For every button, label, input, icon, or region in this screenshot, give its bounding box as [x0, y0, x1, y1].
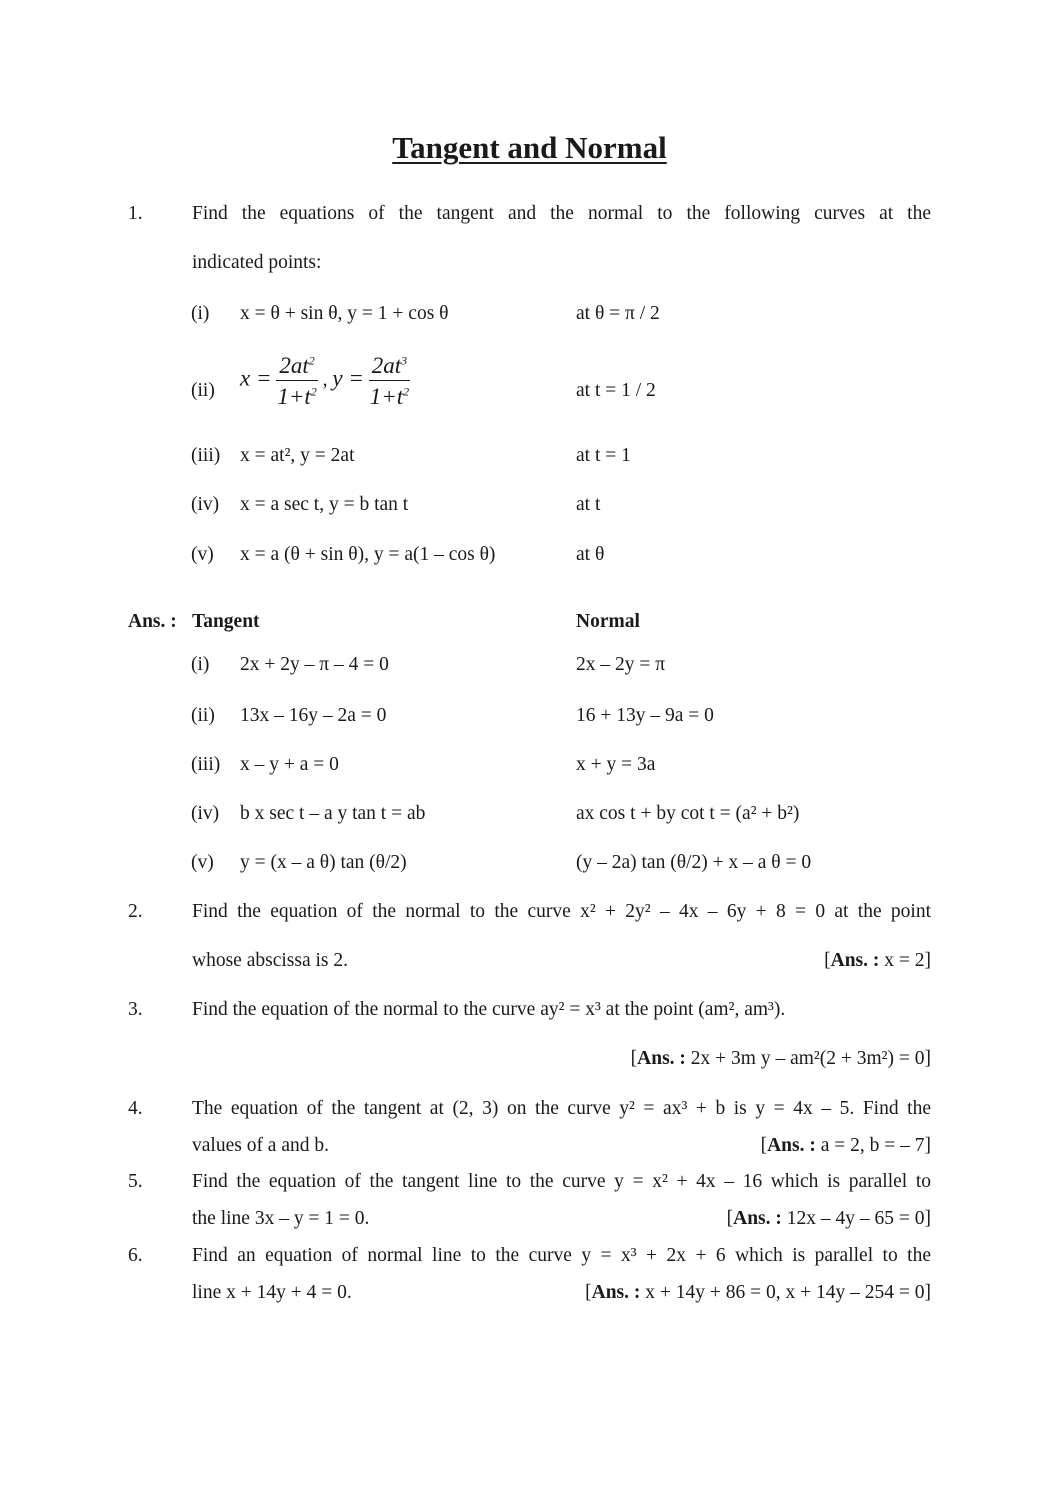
question-text: Find an equation of normal line to the curve y = x³ + 2x + 6 which is parallel to the [192, 1245, 931, 1266]
tangent-answer: x – y + a = 0 [240, 754, 339, 775]
part-label: (iv) [191, 494, 220, 515]
normal-answer: 2x – 2y = π [576, 654, 666, 675]
exponent: 2 [403, 384, 410, 399]
part-expression: x = θ + sin θ, y = 1 + cos θ [240, 303, 449, 324]
question-text: Find the equation of the normal to the curve x² + 2y² – 4x – 6y + 8 = 0 at the point [192, 901, 931, 922]
part-point: at θ = π / 2 [576, 303, 660, 324]
question-number: 3. [128, 999, 143, 1020]
tangent-answer: 2x + 2y – π – 4 = 0 [240, 654, 389, 675]
fraction [369, 354, 410, 408]
part-expression: x = a sec t, y = b tan t [240, 494, 409, 515]
question-text: Find the equation of the tangent line to the curve y = x² + 4x – 16 which is parallel to [192, 1171, 931, 1192]
part-point: at θ [576, 544, 605, 565]
part-point: at t [576, 494, 601, 515]
part-label: (ii) [191, 380, 215, 401]
part-point: at t = 1 [576, 445, 631, 466]
tangent-header: Tangent [192, 611, 260, 632]
page-title: Tangent and Normal [392, 130, 667, 165]
exponent: 2 [308, 353, 315, 368]
part-label: (v) [191, 544, 214, 565]
normal-answer: ax cos t + by cot t = (a² + b²) [576, 803, 800, 824]
question-number: 6. [128, 1245, 143, 1266]
question-text: Find the equations of the tangent and the normal to the following curves at the [192, 203, 931, 224]
fraction-denominator: 1+t [369, 384, 404, 409]
part-label: (i) [191, 303, 210, 324]
normal-header: Normal [576, 611, 640, 632]
fraction [276, 354, 317, 408]
question-text: line x + 14y + 4 = 0. [192, 1282, 352, 1303]
exponent: 2 [310, 384, 317, 399]
fraction-numerator: 2at [371, 353, 402, 378]
part-expression: x = a (θ + sin θ), y = a(1 – cos θ) [240, 544, 496, 565]
tangent-answer: 13x – 16y – 2a = 0 [240, 705, 387, 726]
question-text: The equation of the tangent at (2, 3) on the curve y² = ax³ + b is y = 4x – 5. Find the [192, 1098, 931, 1119]
answer: [Ans. : x = 2] [824, 950, 931, 971]
question-text: the line 3x – y = 1 = 0. [192, 1208, 370, 1229]
part-point: at t = 1 / 2 [576, 380, 656, 401]
normal-answer: x + y = 3a [576, 754, 656, 775]
tangent-answer: b x sec t – a y tan t = ab [240, 803, 426, 824]
answer: [Ans. : 2x + 3m y – am²(2 + 3m²) = 0] [630, 1048, 931, 1069]
question-number: 1. [128, 203, 143, 224]
exponent: 3 [401, 353, 408, 368]
question-text: values of a and b. [192, 1135, 329, 1156]
answer-part-label: (ii) [191, 705, 215, 726]
question-number: 4. [128, 1098, 143, 1119]
fraction-numerator: 2at [279, 353, 309, 378]
answer: [Ans. : a = 2, b = – 7] [760, 1135, 931, 1156]
normal-answer: (y – 2a) tan (θ/2) + x – a θ = 0 [576, 852, 812, 873]
question-text: whose abscissa is 2. [192, 950, 348, 971]
question-text: Find the equation of the normal to the curve ay² = x³ at the point (am², am³). [192, 999, 786, 1020]
answer-part-label: (i) [191, 654, 210, 675]
question-number: 5. [128, 1171, 143, 1192]
answer-label: Ans. : [128, 611, 177, 632]
question-number: 2. [128, 901, 143, 922]
answer: [Ans. : x + 14y + 86 = 0, x + 14y – 254 = 0] [585, 1282, 931, 1303]
answer: [Ans. : 12x – 4y – 65 = 0] [726, 1208, 931, 1229]
part-expression: x = at², y = 2at [240, 445, 355, 466]
separator: , [322, 369, 328, 391]
answer-part-label: (iv) [191, 803, 220, 824]
fraction-denominator: 1+t [277, 384, 311, 409]
answer-part-label: (iii) [191, 754, 221, 775]
parametric-equation [240, 354, 410, 408]
part-label: (iii) [191, 445, 221, 466]
normal-answer: 16 + 13y – 9a = 0 [576, 705, 714, 726]
answer-part-label: (v) [191, 852, 214, 873]
equation-lhs-x: x = [240, 365, 272, 391]
tangent-answer: y = (x – a θ) tan (θ/2) [240, 852, 407, 873]
question-text: indicated points: [192, 252, 322, 273]
equation-lhs-y: y = [332, 365, 364, 391]
